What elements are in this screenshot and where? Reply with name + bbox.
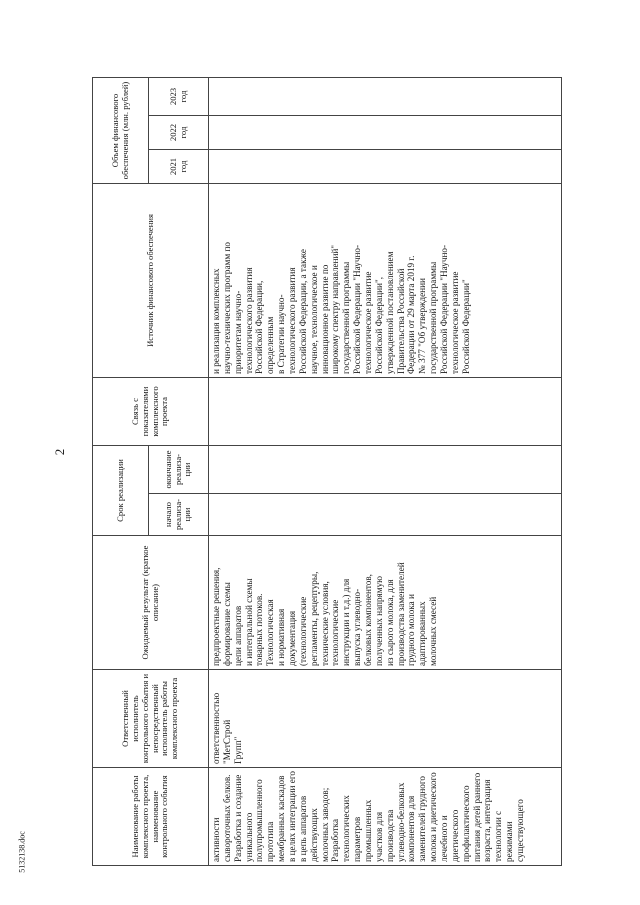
cell-period-end bbox=[209, 446, 562, 494]
cell-2023 bbox=[209, 78, 562, 116]
cell-period-start bbox=[209, 494, 562, 536]
cell-2021 bbox=[209, 150, 562, 184]
table-row bbox=[209, 78, 562, 866]
header-period: Срок реализации bbox=[93, 446, 149, 536]
cell-source bbox=[209, 184, 562, 378]
project-table bbox=[92, 77, 562, 866]
cell-link bbox=[209, 378, 562, 446]
cell-2022 bbox=[209, 116, 562, 150]
document-page bbox=[92, 34, 612, 866]
landscape-table-page bbox=[92, 34, 612, 866]
header-name: Наименование работы комплексного проекта, наименование контрольного события bbox=[93, 768, 209, 866]
cell-result-text: предпроектные решения, формирование схемы цепи аппаратов и интегральной схемы товарных потоков. Технологическая и нормативная документация (технологические регламенты, рецептуры, технические условия, технологические инструкции и т.д.) для выпуска углеводно- белковых компонентов, полученных напрямую из сырого молока, для производства заменителей грудного молока и адаптированных молочных смесей bbox=[211, 562, 439, 666]
cell-name bbox=[209, 768, 562, 866]
header-period-start: начало реализа-ции bbox=[149, 494, 209, 536]
header-year-2023: 2023 год bbox=[149, 78, 209, 116]
header-year-2022: 2022 год bbox=[149, 116, 209, 150]
page-number: 2 bbox=[52, 448, 67, 456]
cell-source-text: и реализация комплексных научно-технических программ по приоритетам научно- технологического развития Российской Федерации, определенным в Стратегии научно- технологического развития Российской Федерации, а также научное, технологическое и инновационное развитие по широкому спектру направлений" государственной программы Российской Федерации "Научно- технологическое развитие Российской Федерации", утвержденной постановлением Правительства Российской Федерации от 29 марта 2019 г. № 377 "Об утверждении государственной программы Российской Федерации "Научно- технологическое развитие Российской Федерации" bbox=[211, 242, 471, 374]
cell-result bbox=[209, 536, 562, 670]
cell-name-text: активности сывороточных белков. Разработка и создание уникального полупромышленного прототипа мембранных каскадов в целях интеграции его в цепь аппаратов действующих молочных заводов; Разработка технологических параметров промышленных участков для производства углеводно-белковых компонентов для заменителей грудного молока и диетического лечебного и диетического профилактического питания детей раннего возраста, интеграция технологии с режимами существующего bbox=[211, 771, 526, 862]
cell-executor bbox=[209, 670, 562, 768]
header-link: Связь с показателями комплексного проекта bbox=[93, 378, 209, 446]
header-executor: Ответственный исполнитель контрольного события и непосредственный исполнитель работы комплексного проекта bbox=[93, 670, 209, 768]
header-period-end: окончание реализа-ции bbox=[149, 446, 209, 494]
header-result: Ожидаемый результат (краткое описание) bbox=[93, 536, 209, 670]
header-year-2021: 2021 год bbox=[149, 150, 209, 184]
footer-filename: 5132138.doc bbox=[17, 831, 27, 873]
header-source: Источник финансового обеспечения bbox=[93, 184, 209, 378]
header-volume: Объем финансового обеспечения (млн. рублей) bbox=[93, 78, 149, 184]
cell-executor-text: ответственностью "МетСтрой Групп" bbox=[211, 692, 243, 764]
